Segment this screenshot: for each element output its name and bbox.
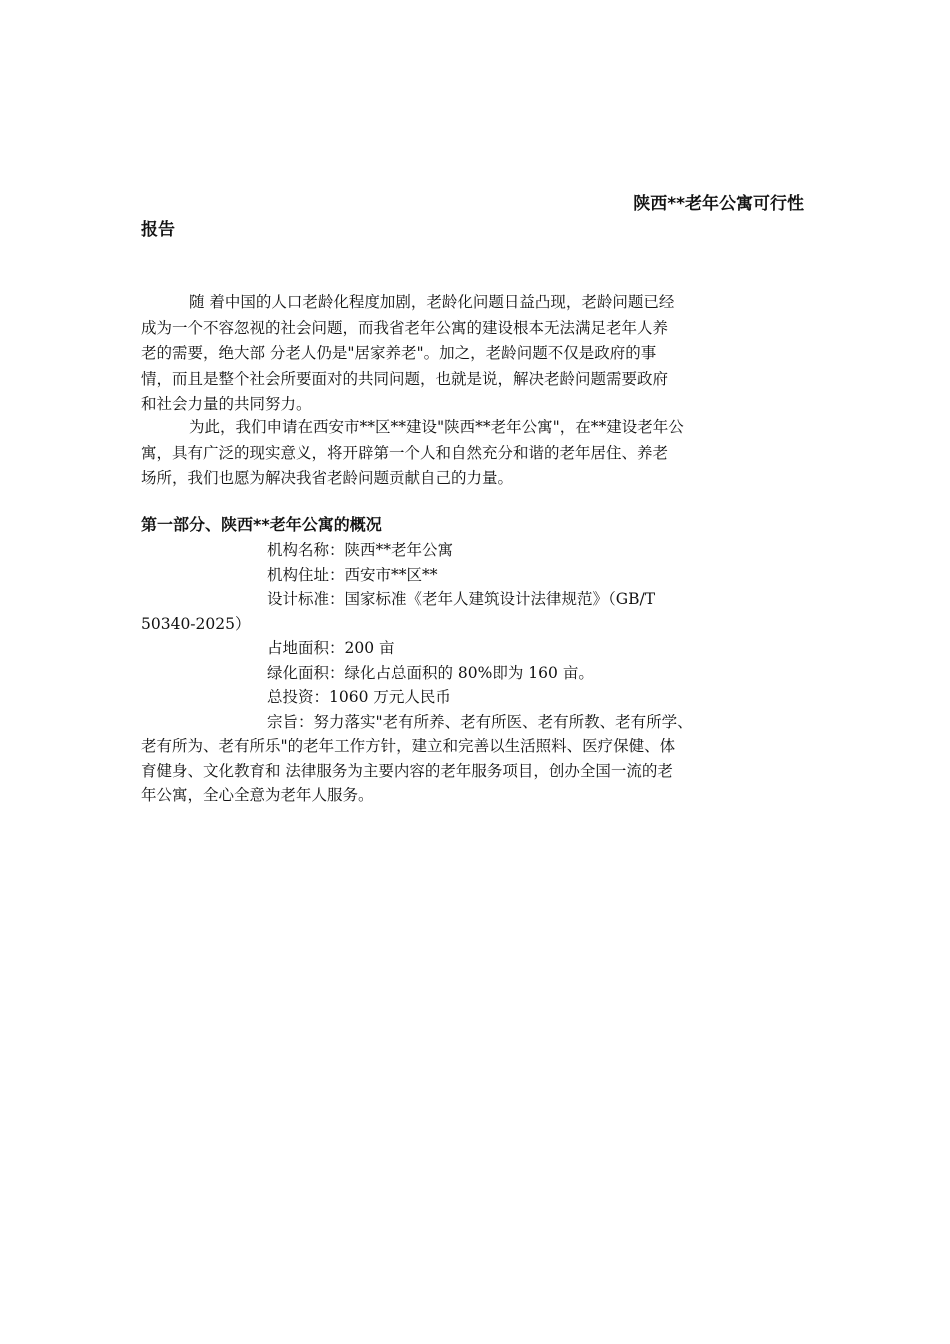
field-address: 机构住址：西安市**区** (267, 565, 438, 584)
field-purpose-line: 年公寓，全心全意为老年人服务。 (141, 786, 374, 804)
field-investment: 总投资：1060 万元人民币 (267, 688, 451, 706)
overview-fields (141, 538, 805, 808)
document-title-line-1: 陕西**老年公寓可行性 (633, 194, 804, 214)
paragraph-line: 和社会力量的共同努力。 (141, 395, 312, 413)
document-title-line-2: 报告 (141, 220, 175, 240)
paragraph-line: 老的需要，绝大部 分老人仍是"居家养老"。加之，老龄问题不仅是政府的事 (141, 344, 657, 362)
field-purpose-line: 育健身、文化教育和 法律服务为主要内容的老年服务项目，创办全国一流的老 (141, 761, 673, 780)
field-purpose-line: 老有所为、老有所乐"的老年工作方针，建立和完善以生活照料、医疗保健、体 (141, 737, 676, 755)
paragraph-line: 场所，我们也愿为解决我省老龄问题贡献自己的力量。 (141, 469, 514, 487)
paragraph-line: 成为一个不容忽视的社会问题，而我省老年公寓的建设根本无法满足老年人养 (141, 318, 669, 337)
field-standard-line-1: 设计标准：国家标准《老年人建筑设计法律规范》（GB/T (267, 590, 656, 608)
section-heading: 第一部分、陕西**老年公寓的概况 (141, 515, 382, 534)
intro-paragraph-2 (141, 415, 805, 492)
paragraph-line: 随 着中国的人口老龄化程度加剧，老龄化问题日益凸现，老龄问题已经 (189, 293, 675, 311)
paragraph-line: 为此，我们申请在西安市**区**建设"陕西**老年公寓"，在**建设老年公 (189, 418, 684, 436)
paragraph-line: 情，而且是整个社会所要面对的共同问题，也就是说，解决老龄问题需要政府 (141, 369, 669, 388)
paragraph-line: 寓，具有广泛的现实意义，将开辟第一个人和自然充分和谐的老年居住、养老 (141, 443, 669, 462)
field-green-area: 绿化面积：绿化占总面积的 80%即为 160 亩。 (267, 663, 594, 682)
intro-paragraph-1 (141, 290, 805, 418)
field-land-area: 占地面积：200 亩 (267, 639, 395, 657)
field-standard-line-2: 50340-2025） (141, 614, 251, 633)
field-purpose-line: 宗旨：努力落实"老有所养、老有所医、老有所教、老有所学、 (267, 712, 693, 731)
field-name: 机构名称：陕西**老年公寓 (267, 541, 454, 559)
